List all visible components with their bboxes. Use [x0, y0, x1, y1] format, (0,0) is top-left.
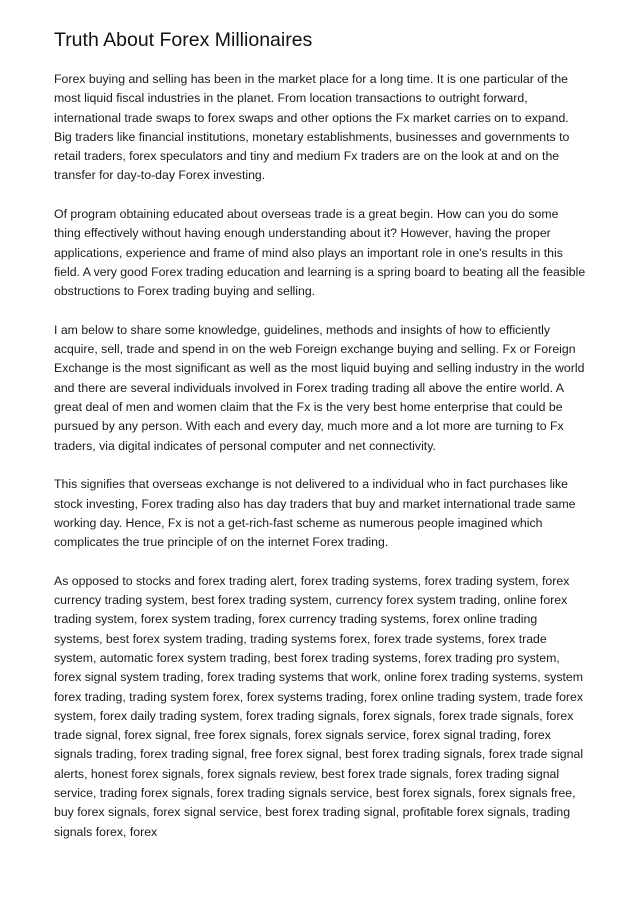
paragraph-1: Forex buying and selling has been in the market place for a long time. It is one particular of the most liquid fiscal industries in the planet. From location transactions to outright forward, international trade swaps to forex swaps and other options the Fx market carries on to expand. Big traders like financial institutions, monetary establishments, businesses and governments to retail traders, forex speculators and tiny and medium Fx traders are on the look at and on the transfer for day-to-day Forex investing.: [54, 72, 570, 183]
paragraph-2: Of program obtaining educated about overseas trade is a great begin. How can you do some thing effectively without having enough understanding about it? However, having the proper applications, experience and frame of mind also plays an important role in one's results in this field. A very good Forex trading education and learning is a spring board to beating all the feasible obstructions to Forex trading buying and selling.: [54, 207, 586, 299]
document-title: Truth About Forex Millionaires: [54, 29, 313, 51]
paragraph-5: As opposed to stocks and forex trading alert, forex trading systems, forex trading system, forex currency trading system, best forex trading system, currency forex system trading, online forex trading system, forex system trading, forex currency trading systems, forex online trading systems, best forex system trading, trading systems forex, forex trade systems, forex trade system, automatic forex system trading, best forex trading systems, forex trading pro system, forex signal system trading, forex trading systems that work, online forex trading systems, system forex trading, trading system forex, forex systems trading, forex online trading system, trade forex system, forex daily trading system, forex trading signals, forex signals, forex trade signals, forex trade signal, forex signal, free forex signals, forex signals service, forex signal trading, forex signals trading, forex trading signal, free forex signal, best forex trading signals, forex trade signal alerts, honest forex signals, forex signals review, best forex trade signals, forex trading signal service, trading forex signals, forex trading signals service, best forex signals, forex signals free, buy forex signals, forex signal service, best forex trading signal, profitable forex signals, trading signals forex, forex: [54, 573, 584, 839]
paragraph-3: I am below to share some knowledge, guidelines, methods and insights of how to efficiently acquire, sell, trade and spend in on the web Foreign exchange buying and selling. Fx or Foreign Exchange is the most significant as well as the most liquid buying and selling industry in the world and there are several individuals involved in Forex trading trading all above the entire world. A great deal of men and women claim that the Fx is the very best home enterprise that could be pursued by any person. With each and every day, much more and a lot more are turning to Fx traders, via digital indicates of personal computer and net connectivity.: [54, 322, 585, 453]
document-page: [54, 27, 586, 861]
paragraph-4: This signifies that overseas exchange is not delivered to a individual who in fact purchases like stock investing, Forex trading also has day traders that buy and market international trade same working day. Hence, Fx is not a get-rich-fast scheme as numerous people imagined which complicates the true principle of on the internet Forex trading.: [54, 477, 576, 550]
